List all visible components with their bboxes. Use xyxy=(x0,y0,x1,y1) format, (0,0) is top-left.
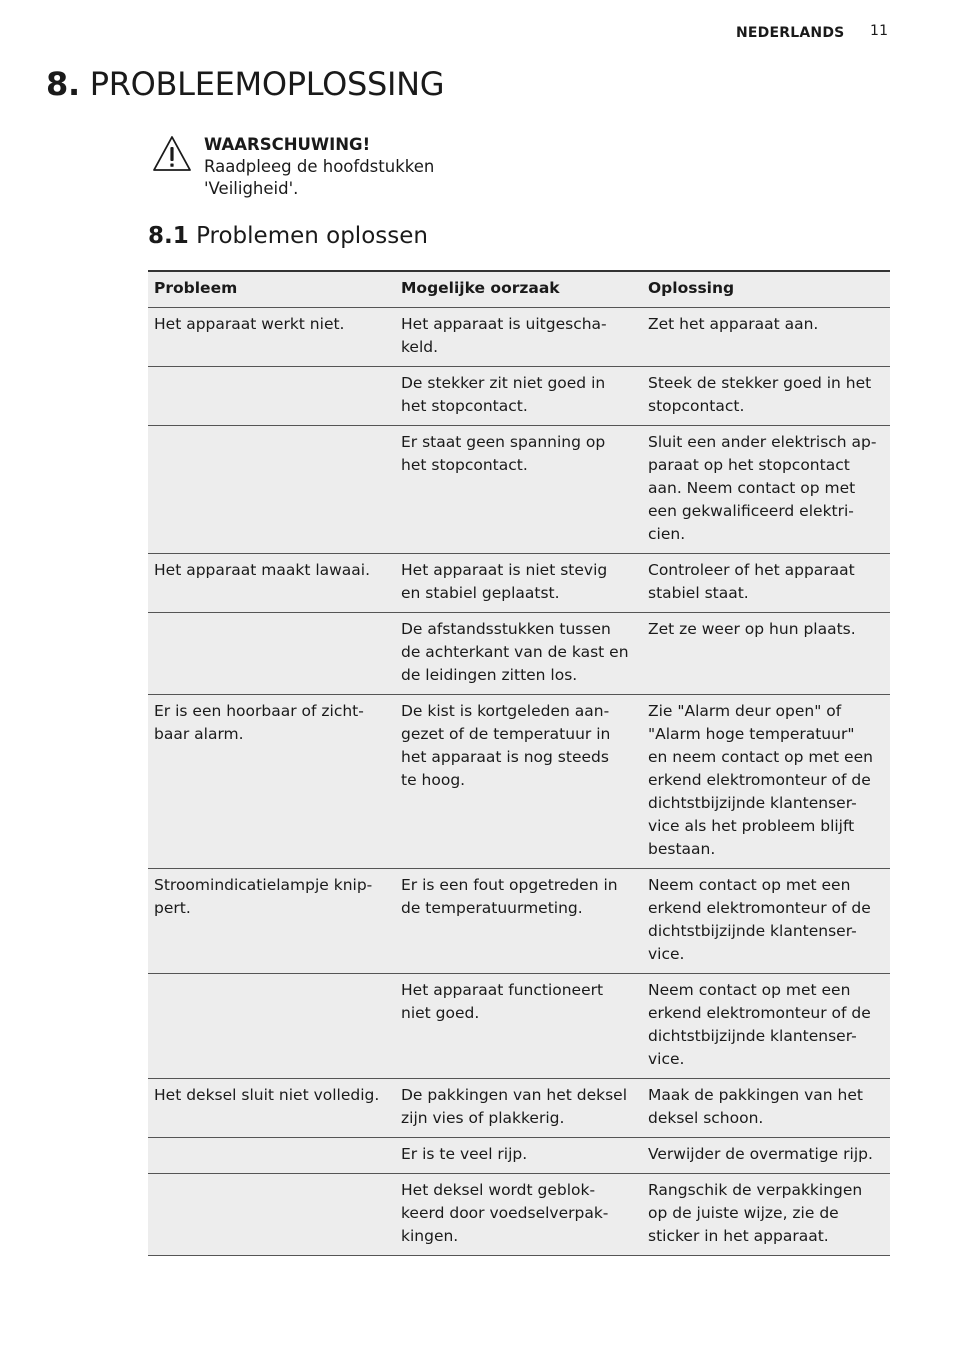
cell-problem: Het apparaat maakt lawaai. xyxy=(154,561,371,579)
table-row xyxy=(148,695,890,869)
cell-solution: Steek de stekker goed in het stopcontact. xyxy=(648,374,872,415)
cell-solution: Verwijder de overmatige rijp. xyxy=(648,1145,873,1163)
table-row xyxy=(148,1079,890,1138)
table-row xyxy=(148,308,890,367)
warning-block xyxy=(204,134,434,200)
table-row xyxy=(148,869,890,974)
column-header-problem: Probleem xyxy=(154,279,238,297)
cell-solution: Neem contact op met een erkend elektromonteur of de dichtstbijzijnde klantenser- vice. xyxy=(648,876,871,963)
cell-cause: De pakkingen van het deksel zijn vies of plakkerig. xyxy=(401,1086,627,1127)
cell-problem: Er is een hoorbaar of zicht- baar alarm. xyxy=(154,702,364,743)
cell-problem: Het deksel sluit niet volledig. xyxy=(154,1086,380,1104)
chapter-title-text: PROBLEEMOPLOSSING xyxy=(89,65,445,103)
cell-solution: Zet het apparaat aan. xyxy=(648,315,819,333)
cell-problem: Stroomindicatielampje knip- pert. xyxy=(154,876,373,917)
chapter-title xyxy=(46,64,444,104)
troubleshooting-table xyxy=(148,270,890,1256)
warning-title: WAARSCHUWING! xyxy=(204,135,371,154)
cell-cause: Er is een fout opgetreden in de temperatuurmeting. xyxy=(401,876,618,917)
warning-line-1: Raadpleeg de hoofdstukken xyxy=(204,157,435,176)
cell-problem xyxy=(148,367,395,426)
section-title xyxy=(148,220,428,252)
table-row xyxy=(148,1174,890,1256)
cell-cause: De kist is kortgeleden aan- gezet of de temperatuur in het apparaat is nog steeds te hoog. xyxy=(401,702,611,789)
column-header-solution: Oplossing xyxy=(648,279,735,297)
cell-problem xyxy=(148,1174,395,1256)
table-row xyxy=(148,367,890,426)
warning-triangle-icon xyxy=(152,135,192,173)
cell-cause: Er staat geen spanning op het stopcontact. xyxy=(401,433,606,474)
page-header xyxy=(736,22,896,46)
cell-cause: De afstandsstukken tussen de achterkant van de kast en de leidingen zitten los. xyxy=(401,620,629,684)
cell-cause: Het apparaat is uitgescha- keld. xyxy=(401,315,607,356)
chapter-number: 8. xyxy=(46,65,80,103)
table-body xyxy=(148,308,890,1256)
cell-solution: Rangschik de verpakkingen op de juiste wijze, zie de sticker in het apparaat. xyxy=(648,1181,863,1245)
table-row xyxy=(148,613,890,695)
table-header-row xyxy=(148,271,890,308)
cell-solution: Maak de pakkingen van het deksel schoon. xyxy=(648,1086,863,1127)
cell-cause: De stekker zit niet goed in het stopcontact. xyxy=(401,374,606,415)
column-header-cause: Mogelijke oorzaak xyxy=(401,279,560,297)
cell-solution: Zie "Alarm deur open" of "Alarm hoge temperatuur" en neem contact op met een erkend elektromonteur of de dichtstbijzijnde klantenser- vice als het probleem blijft bestaan. xyxy=(648,702,873,858)
cell-problem: Het apparaat werkt niet. xyxy=(154,315,345,333)
cell-cause: Het apparaat is niet stevig en stabiel geplaatst. xyxy=(401,561,608,602)
cell-solution: Controleer of het apparaat stabiel staat. xyxy=(648,561,855,602)
cell-solution: Neem contact op met een erkend elektromonteur of de dichtstbijzijnde klantenser- vice. xyxy=(648,981,871,1068)
table-row xyxy=(148,974,890,1079)
table-row xyxy=(148,554,890,613)
cell-problem xyxy=(148,1138,395,1174)
cell-problem xyxy=(148,426,395,554)
section-number: 8.1 xyxy=(148,223,189,249)
cell-solution: Zet ze weer op hun plaats. xyxy=(648,620,856,638)
table-row xyxy=(148,1138,890,1174)
cell-problem xyxy=(148,974,395,1079)
table-row xyxy=(148,426,890,554)
warning-line-2: 'Veiligheid'. xyxy=(204,179,299,198)
cell-cause: Het deksel wordt geblok- keerd door voedselverpak- kingen. xyxy=(401,1181,609,1245)
cell-problem xyxy=(148,613,395,695)
section-title-text: Problemen oplossen xyxy=(196,223,428,249)
cell-solution: Sluit een ander elektrisch ap- paraat op het stopcontact aan. Neem contact op met een gekwalificeerd elektri- cien. xyxy=(648,433,877,543)
header-language: NEDERLANDS xyxy=(736,25,845,41)
cell-cause: Het apparaat functioneert niet goed. xyxy=(401,981,604,1022)
cell-cause: Er is te veel rijp. xyxy=(401,1145,528,1163)
page-number: 11 xyxy=(870,23,889,39)
